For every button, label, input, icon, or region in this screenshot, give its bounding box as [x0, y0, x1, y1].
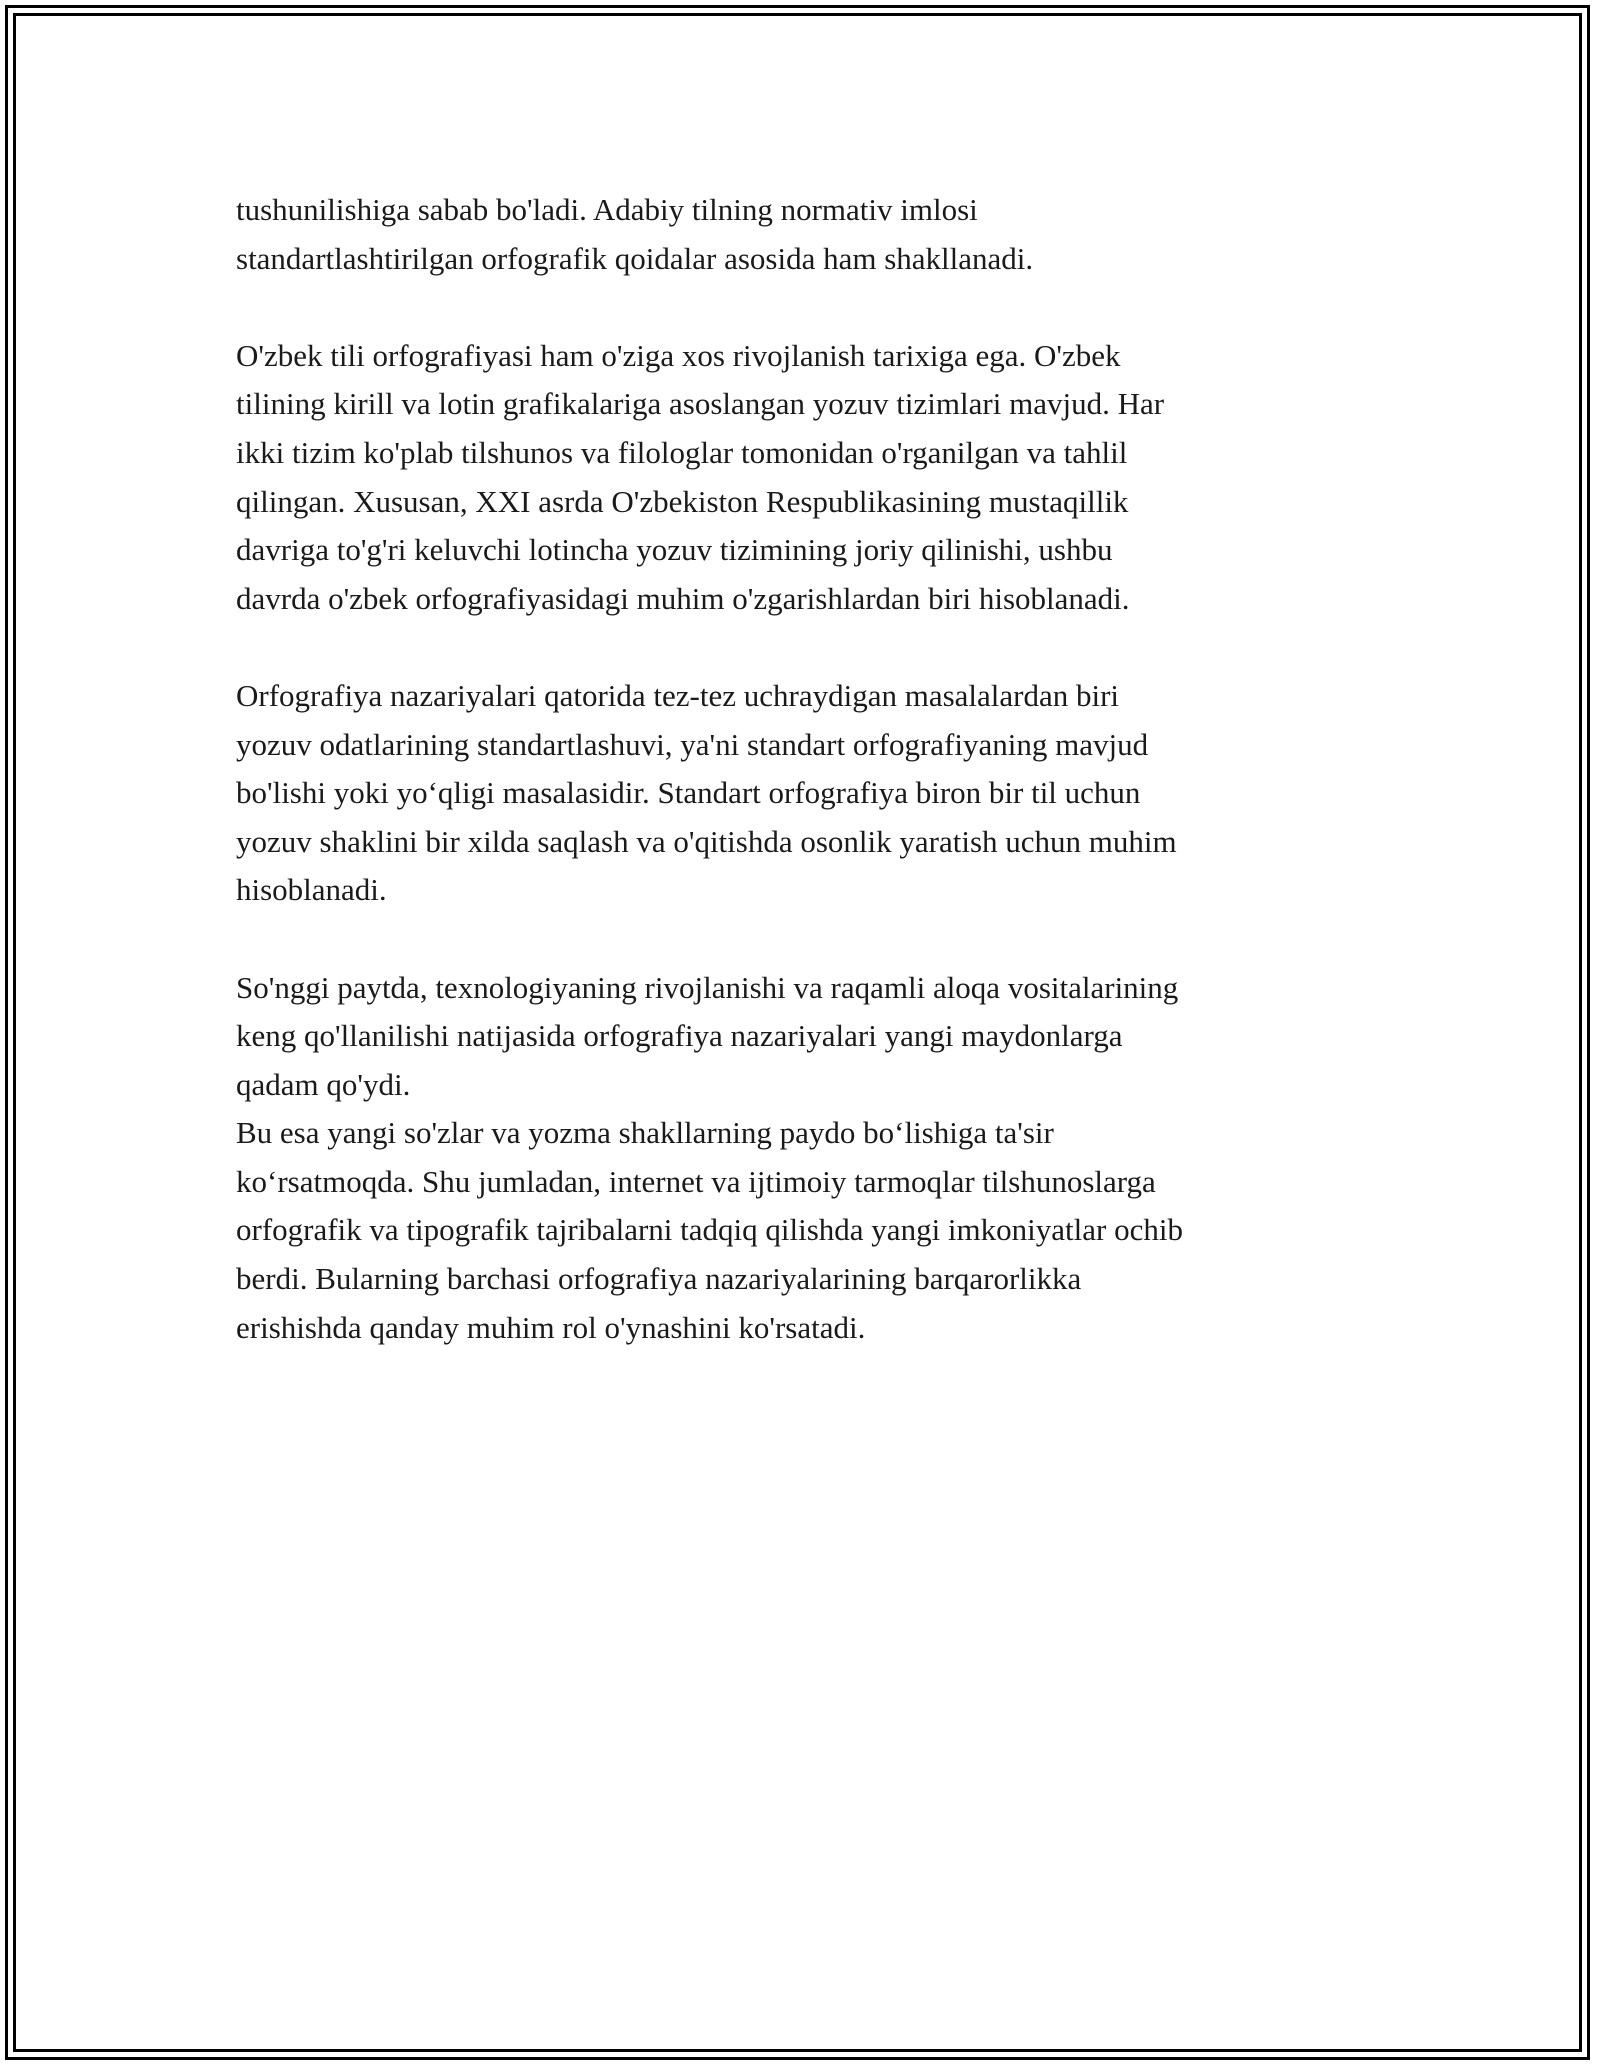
- text-line: orfografik va tipografik tajribalarni tadqiq qilishda yangi imkoniyatlar ochib: [236, 1212, 1183, 1248]
- text-line: So'nggi paytda, texnologiyaning rivojlanishi va raqamli aloqa vositalarining: [236, 969, 1179, 1005]
- text-line: ikki tizim ko'plab tilshunos va filologlar tomonidan o'rganilgan va tahlil: [236, 434, 1128, 470]
- text-line: yozuv odatlarining standartlashuvi, ya'ni standart orfografiyaning mavjud: [236, 726, 1149, 762]
- document-body: [236, 186, 1376, 1352]
- text-line: O'zbek tili orfografiyasi ham o'ziga xos rivojlanish tarixiga ega. O'zbek: [236, 337, 1121, 373]
- paragraph-4: [236, 964, 1376, 1353]
- text-line: qadam qo'ydi.: [236, 1066, 411, 1102]
- text-line: koʻrsatmoqda. Shu jumladan, internet va ijtimoiy tarmoqlar tilshunoslarga: [236, 1163, 1156, 1199]
- text-line: Bu esa yangi so'zlar va yozma shakllarning paydo boʻlishiga ta'sir: [236, 1115, 1054, 1151]
- text-line: davriga to'g'ri keluvchi lotincha yozuv tizimining joriy qilinishi, ushbu: [236, 532, 1113, 568]
- paragraph-2: [236, 332, 1376, 624]
- text-line: tilining kirill va lotin grafikalariga asoslangan yozuv tizimlari mavjud. Har: [236, 386, 1165, 422]
- paragraph-1: [236, 186, 1376, 283]
- text-line: hisoblanadi.: [236, 872, 387, 908]
- text-line: erishishda qanday muhim rol o'ynashini ko'rsatadi.: [236, 1309, 866, 1345]
- text-line: Orfografiya nazariyalari qatorida tez-tez uchraydigan masalalardan biri: [236, 677, 1120, 713]
- text-line: keng qo'llanilishi natijasida orfografiya nazariyalari yangi maydonlarga: [236, 1018, 1123, 1054]
- text-line: yozuv shaklini bir xilda saqlash va o'qitishda osonlik yaratish uchun muhim: [236, 823, 1177, 859]
- paragraph-3: [236, 672, 1376, 915]
- text-line: bo'lishi yoki yoʻqligi masalasidir. Standart orfografiya biron bir til uchun: [236, 775, 1141, 811]
- text-line: qilingan. Xususan, XXI asrda O'zbekiston Respublikasining mustaqillik: [236, 483, 1129, 519]
- text-line: tushunilishiga sabab bo'ladi. Adabiy tilning normativ imlosi: [236, 192, 978, 227]
- text-line: berdi. Bularning barchasi orfografiya nazariyalarining barqarorlikka: [236, 1261, 1082, 1297]
- text-line: davrda o'zbek orfografiyasidagi muhim o'zgarishlardan biri hisoblanadi.: [236, 580, 1130, 616]
- text-line: standartlashtirilgan orfografik qoidalar asosida ham shakllanadi.: [236, 240, 1034, 276]
